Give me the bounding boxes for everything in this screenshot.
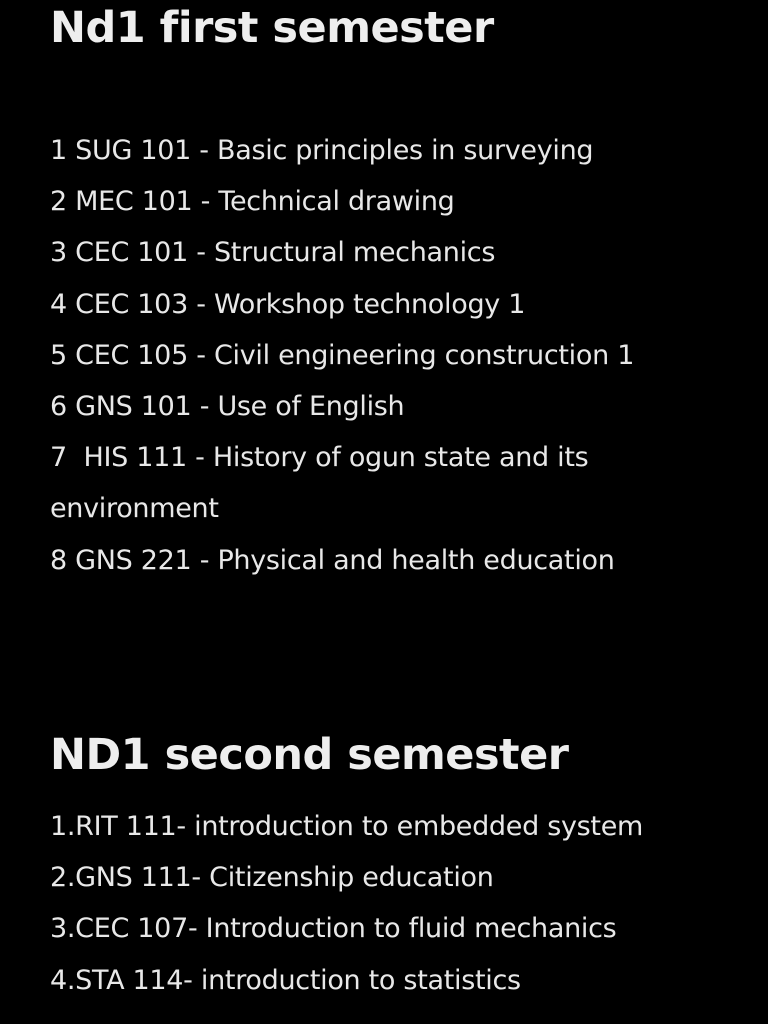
course-line: 3 CEC 101 - Structural mechanics — [50, 237, 496, 269]
course-line: 7 HIS 111 - History of ogun state and its — [50, 442, 589, 474]
course-line: 3.CEC 107- Introduction to fluid mechanics — [50, 913, 617, 945]
course-line: 2.GNS 111- Citizenship education — [50, 862, 494, 894]
course-line: 4.STA 114- introduction to statistics — [50, 964, 521, 996]
course-line: 2 MEC 101 - Technical drawing — [50, 186, 455, 218]
course-line: 4 CEC 103 - Workshop technology 1 — [50, 288, 526, 320]
first-semester-course-list — [50, 125, 634, 586]
course-line: 5 CEC 105 - Civil engineering construction 1 — [50, 339, 635, 371]
course-line-continuation: environment — [50, 493, 219, 525]
second-semester-course-list — [50, 801, 643, 1006]
course-line: 6 GNS 101 - Use of English — [50, 391, 405, 423]
first-semester-heading: Nd1 first semester — [50, 3, 494, 53]
course-line: 8 GNS 221 - Physical and health education — [50, 544, 615, 576]
course-line: 1 SUG 101 - Basic principles in surveying — [50, 135, 594, 166]
course-line: 1.RIT 111- introduction to embedded system — [50, 811, 644, 842]
second-semester-heading: ND1 second semester — [50, 730, 569, 780]
